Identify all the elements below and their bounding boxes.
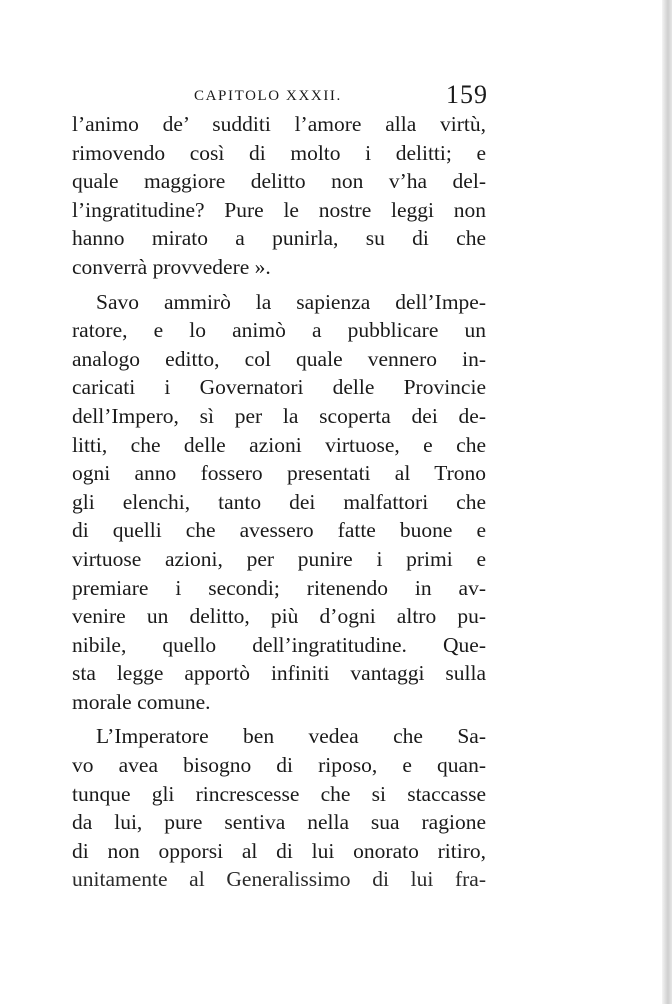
body-text [72,110,486,894]
paragraph-1 [72,110,486,282]
text-line: litti, che delle azioni virtuose, e che [72,432,486,457]
text-line: L’Imperatore ben vedea che Sa- [96,724,486,749]
text-line: morale comune. [72,689,211,714]
text-line: ratore, e lo animò a pubblicare un [72,318,486,343]
page-number: 159 [446,80,488,109]
text-line: vo avea bisogno di riposo, e quan- [72,753,486,778]
text-line: di non opporsi al di lui onorato ritiro, [72,838,486,863]
text-line: sta legge apportò infiniti vantaggi sulla [72,661,486,686]
text-line: gli elenchi, tanto dei malfattori che [72,489,486,514]
text-line: dell’Impero, sì per la scoperta dei de- [72,403,486,428]
text-line: unitamente al Generalissimo di lui fra- [72,867,486,892]
text-line: premiare i secondi; ritenendo in av- [72,575,486,600]
text-line: nibile, quello dell’ingratitudine. Que- [72,632,486,657]
paragraph-2 [72,288,486,717]
page-edge [662,0,672,1004]
text-line: ogni anno fossero presentati al Trono [72,461,486,486]
text-line: converrà provvedere ». [72,254,271,279]
text-line: venire un delitto, più d’ogni altro pu- [72,604,486,629]
running-head: CAPITOLO XXXII. [194,88,342,104]
text-line: tunque gli rincrescesse che si staccasse [72,781,486,806]
text-line: rimovendo così di molto i delitti; e [72,140,486,165]
text-line: da lui, pure sentiva nella sua ragione [72,810,486,835]
text-line: caricati i Governatori delle Provincie [72,375,486,400]
text-line: virtuose azioni, per punire i primi e [72,546,486,571]
paragraph-3 [72,722,486,894]
text-line: analogo editto, col quale vennero in- [72,346,486,371]
text-line: Savo ammirò la sapienza dell’Impe- [96,289,486,314]
text-line: l’ingratitudine? Pure le nostre leggi non [72,197,486,222]
text-line: hanno mirato a punirla, su di che [72,226,486,251]
text-line: di quelli che avessero fatte buone e [72,518,486,543]
text-line: l’animo de’ sudditi l’amore alla virtù, [72,112,486,136]
text-line: quale maggiore delitto non v’ha del- [72,169,486,194]
page-header [194,80,488,114]
